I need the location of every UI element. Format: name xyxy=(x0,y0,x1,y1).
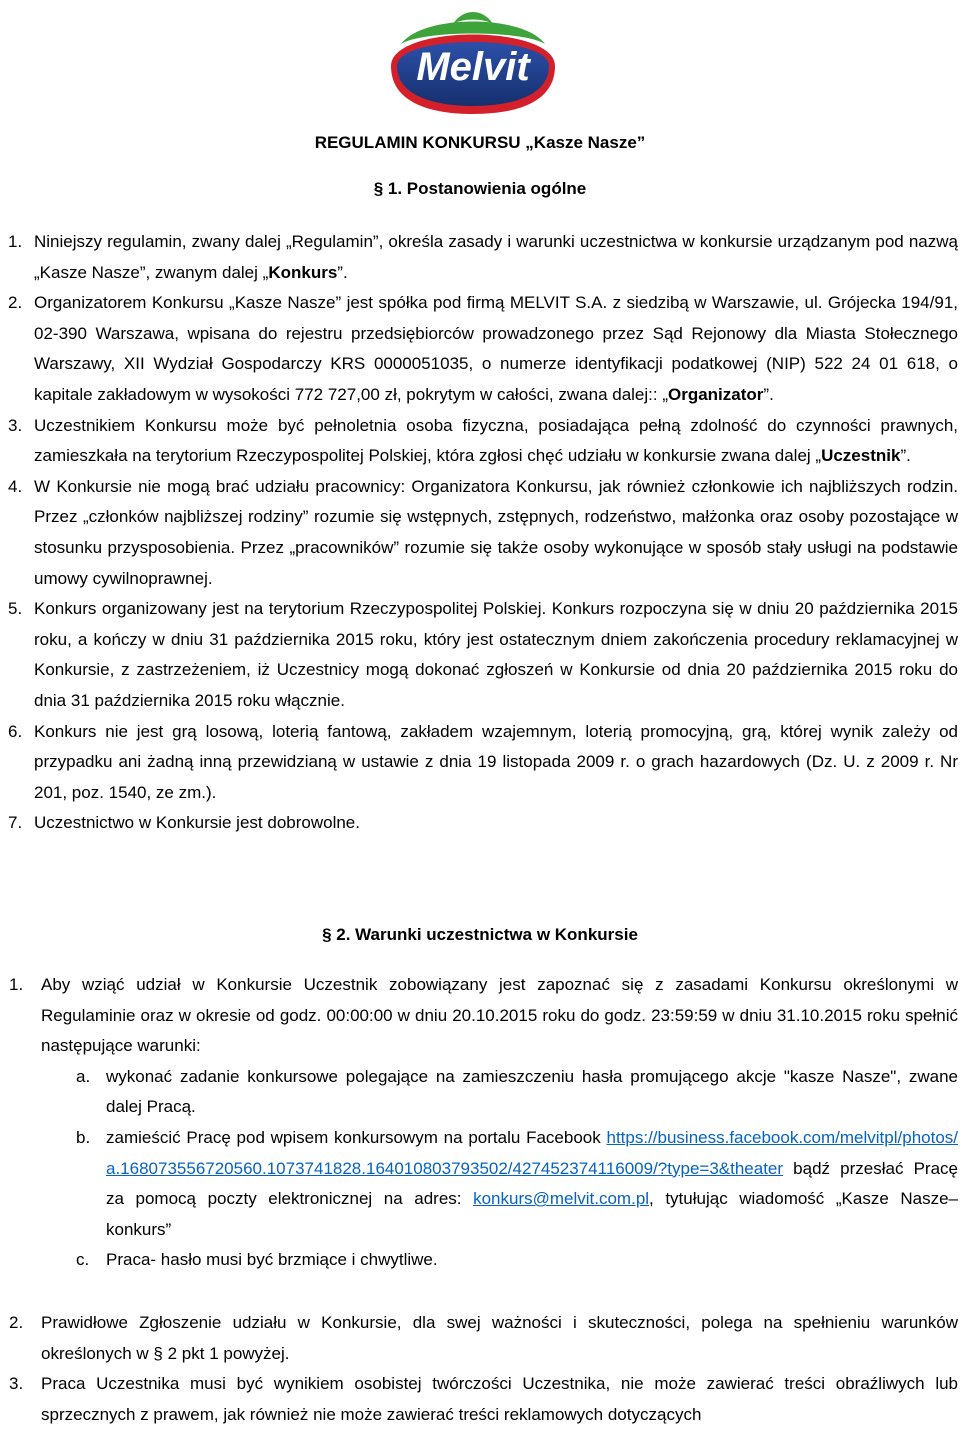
list-item xyxy=(0,472,958,594)
item-number: 3. xyxy=(9,1374,24,1394)
list-item xyxy=(0,1369,958,1430)
item-text: Uczestnictwo w Konkursie jest dobrowolne. xyxy=(34,813,360,833)
list-item xyxy=(0,1308,958,1369)
item-text-end: ”. xyxy=(763,384,774,404)
list-item xyxy=(0,808,958,839)
sub-item-text: , tytułując wiadomość „Kasze Nasze– konkurs” xyxy=(106,1189,958,1239)
item-text: Konkurs organizowany jest na terytorium Rzeczypospolitej Polskiej. Konkurs rozpoczyna się w dniu 20 października 2015 roku, a kończy w dniu 31 października 2015 roku, który jest ostatecznym dniem zakończenia procedury reklamacyjnej w Konkursie, z zastrzeżeniem, iż Uczestnicy mogą dokonać zgłoszeń w Konkursie od dnia 20 października 2015 roku do dnia 31 października 2015 roku włącznie. xyxy=(34,599,958,710)
item-text: Organizatorem Konkursu „Kasze Nasze” jest spółka pod firmą MELVIT S.A. z siedzibą w Warszawie, ul. Grójecka 194/91, 02-390 Warszawa, wpisana do rejestru przedsiębiorców prowadzonego przez Sąd Rejonowy dla Miasta Stołecznego Warszawy, XII Wydział Gospodarczy KRS 0000051035, o numerze identyfikacji podatkowej (NIP) 522 24 01 618, o kapitale zakładowym w wysokości 772 727,00 zł, pokrytym w całości, zwana dalej:: „ xyxy=(34,293,958,404)
item-number: 2. xyxy=(8,293,23,313)
item-number: 2. xyxy=(9,1313,24,1332)
section2-list xyxy=(0,970,958,1276)
list-item xyxy=(0,594,958,716)
item-text: Konkurs nie jest grą losową, loterią fantową, zakładem wzajemnym, loterią promocyjną, grą, której wynik zależy od przypadku ani żadną inną przewidzianą w ustawie z dnia 19 listopada 2009 r. o grach hazardowych (Dz. U. z 2009 r. Nr 201, poz. 1540, ze zm.). xyxy=(34,721,958,802)
section2-heading: § 2. Warunki uczestnictwa w Konkursie xyxy=(322,925,638,944)
facebook-link[interactable]: https://business.facebook.com/melvitpl/photos/a.168073556720560.1073741828.164010803793502/427452374116009/?type=3&theater xyxy=(106,1127,958,1178)
section1-heading: § 1. Postanowienia ogólne xyxy=(373,179,587,198)
sub-item-c xyxy=(0,1245,958,1276)
item-bold-term: Konkurs xyxy=(268,262,338,282)
sub-item-text: bądź przesłać Pracę za pomocą poczty elektronicznej na adres: xyxy=(106,1158,958,1209)
sub-item-text: zamieścić Pracę pod wpisem konkursowym na portalu Facebook xyxy=(106,1127,607,1147)
item-text: Uczestnikiem Konkursu może być pełnoletnia osoba fizyczna, posiadająca pełną zdolność do czynności prawnych, zamieszkała na terytorium Rzeczypospolitej Polskiej, która zgłosi chęć udziału w konkursie zwana dalej „ xyxy=(34,415,958,466)
item-text-end: ”. xyxy=(900,446,911,466)
list-item xyxy=(0,970,958,1062)
list-item xyxy=(0,227,958,288)
item-number: 1. xyxy=(8,232,23,251)
item-text: Prawidłowe Zgłoszenie udziału w Konkursie, dla swej ważności i skuteczności, polega na spełnieniu warunków określonych w § 2 pkt 1 powyżej. xyxy=(41,1313,958,1363)
item-number: 6. xyxy=(8,721,23,741)
sub-item-letter: a. xyxy=(76,1066,91,1086)
sub-item-a xyxy=(0,1062,958,1123)
sub-item-text: Praca- hasło musi być brzmiące i chwytliwe. xyxy=(106,1250,438,1270)
melvit-logo xyxy=(383,4,563,116)
section1-list xyxy=(0,227,958,839)
section2-list-continued xyxy=(0,1308,958,1430)
list-item xyxy=(0,288,958,410)
document-title: REGULAMIN KONKURSU „Kasze Nasze” xyxy=(314,133,646,152)
list-item xyxy=(0,717,958,809)
item-bold-term: Organizator xyxy=(668,384,764,404)
sub-item-letter: c. xyxy=(76,1250,90,1270)
item-text: Praca Uczestnika musi być wynikiem osobistej twórczości Uczestnika, nie może zawierać treści obraźliwych lub sprzecznych z prawem, jak również nie może zawierać treści reklamowych dotyczących xyxy=(41,1374,958,1424)
item-number: 5. xyxy=(8,599,23,619)
item-text: Aby wziąć udział w Konkursie Uczestnik zobowiązany jest zapoznać się z zasadami Konkursu określonymi w Regulaminie oraz w okresie od godz. 00:00:00 w dniu 20.10.2015 roku do godz. 23:59:59 w dniu 31.10.2015 roku spełnić następujące warunki: xyxy=(41,975,958,1056)
sub-item-b xyxy=(0,1123,958,1245)
item-text-end: ”. xyxy=(337,262,348,282)
item-number: 4. xyxy=(8,476,23,496)
email-link[interactable]: konkurs@melvit.com.pl xyxy=(473,1189,650,1209)
item-bold-term: Uczestnik xyxy=(821,446,901,466)
item-number: 1. xyxy=(9,975,24,994)
sub-item-letter: b. xyxy=(76,1127,91,1147)
item-text: Niniejszy regulamin, zwany dalej „Regulamin”, określa zasady i warunki uczestnictwa w konkursie urządzanym pod nazwą „Kasze Nasze”, zwanym dalej „ xyxy=(34,232,958,282)
item-number: 7. xyxy=(8,813,23,833)
sub-item-text: wykonać zadanie konkursowe polegające na zamieszczeniu hasła promującego akcje "kasze Nasze", zwane dalej Pracą. xyxy=(106,1066,958,1117)
item-number: 3. xyxy=(8,415,23,435)
item-text: W Konkursie nie mogą brać udziału pracownicy: Organizatora Konkursu, jak również członkowie ich najbliższych rodzin. Przez „członków najbliższej rodziny” rozumie się wstępnych, zstępnych, rodzeństwo, małżonka oraz osoby pozostające w stosunku przysposobienia. Przez „pracowników” rozumie się także osoby wykonujące w sposób stały usługi na podstawie umowy cywilnoprawnej. xyxy=(34,476,958,588)
logo-wordmark: Melvit xyxy=(416,45,530,89)
list-item xyxy=(0,411,958,472)
